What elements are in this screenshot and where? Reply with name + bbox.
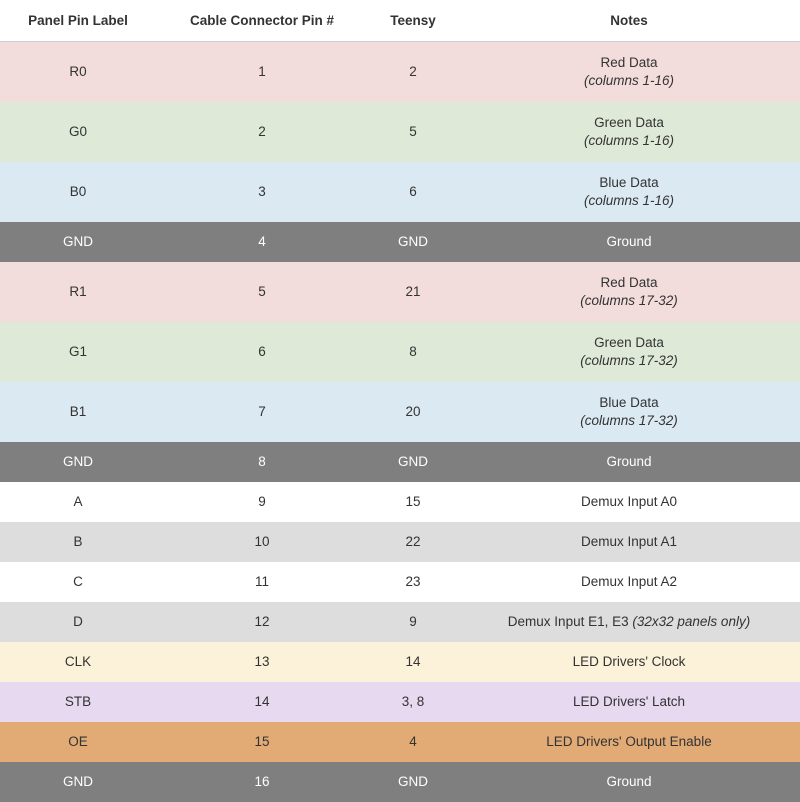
cell-cable-connector-pin: 3 — [156, 162, 368, 222]
note-secondary: (columns 1-16) — [464, 72, 794, 90]
table-row — [0, 482, 800, 522]
note-primary: LED Drivers' Output Enable — [464, 733, 794, 751]
cell-notes — [458, 442, 800, 482]
column-header-teensy: Teensy — [368, 0, 458, 42]
cell-panel-pin-label: G0 — [0, 102, 156, 162]
note-primary: LED Drivers' Latch — [464, 693, 794, 711]
table-row — [0, 322, 800, 382]
cell-teensy: 23 — [368, 562, 458, 602]
cell-notes — [458, 42, 800, 103]
cell-teensy: GND — [368, 762, 458, 802]
cell-teensy: 20 — [368, 382, 458, 442]
table-row — [0, 522, 800, 562]
note-secondary: (columns 17-32) — [464, 352, 794, 370]
cell-cable-connector-pin: 11 — [156, 562, 368, 602]
note-primary: Red Data — [464, 54, 794, 72]
table-row — [0, 102, 800, 162]
cell-cable-connector-pin: 5 — [156, 262, 368, 322]
cell-notes — [458, 262, 800, 322]
cell-notes — [458, 682, 800, 722]
table-row — [0, 562, 800, 602]
note-secondary: (32x32 panels only) — [632, 614, 750, 629]
cell-panel-pin-label: D — [0, 602, 156, 642]
cell-panel-pin-label: STB — [0, 682, 156, 722]
cell-teensy: GND — [368, 442, 458, 482]
cell-cable-connector-pin: 4 — [156, 222, 368, 262]
table-row — [0, 682, 800, 722]
note-primary: Ground — [464, 233, 794, 251]
table-row — [0, 42, 800, 103]
cell-teensy: 15 — [368, 482, 458, 522]
cell-cable-connector-pin: 15 — [156, 722, 368, 762]
column-header-notes: Notes — [458, 0, 800, 42]
cell-teensy: 21 — [368, 262, 458, 322]
note-primary: Red Data — [464, 274, 794, 292]
cell-teensy: 14 — [368, 642, 458, 682]
cell-teensy: 22 — [368, 522, 458, 562]
note-primary: LED Drivers' Clock — [464, 653, 794, 671]
cell-notes — [458, 562, 800, 602]
cell-notes — [458, 322, 800, 382]
cell-teensy: GND — [368, 222, 458, 262]
cell-panel-pin-label: OE — [0, 722, 156, 762]
note-secondary: (columns 17-32) — [464, 292, 794, 310]
note-primary: Green Data — [464, 334, 794, 352]
table-row — [0, 602, 800, 642]
cell-notes — [458, 642, 800, 682]
cell-panel-pin-label: CLK — [0, 642, 156, 682]
cell-cable-connector-pin: 7 — [156, 382, 368, 442]
cell-panel-pin-label: R1 — [0, 262, 156, 322]
note-secondary: (columns 1-16) — [464, 192, 794, 210]
cell-notes — [458, 382, 800, 442]
cell-teensy: 5 — [368, 102, 458, 162]
note-primary: Demux Input E1, E3 — [508, 614, 633, 629]
cell-notes — [458, 762, 800, 802]
cell-notes — [458, 102, 800, 162]
note-primary: Ground — [464, 773, 794, 791]
cell-panel-pin-label: B0 — [0, 162, 156, 222]
table-body — [0, 42, 800, 802]
cell-cable-connector-pin: 9 — [156, 482, 368, 522]
note-primary: Demux Input A2 — [464, 573, 794, 591]
cell-teensy: 6 — [368, 162, 458, 222]
cell-panel-pin-label: R0 — [0, 42, 156, 103]
cell-cable-connector-pin: 2 — [156, 102, 368, 162]
cell-panel-pin-label: G1 — [0, 322, 156, 382]
note-secondary: (columns 17-32) — [464, 412, 794, 430]
cell-panel-pin-label: A — [0, 482, 156, 522]
cell-teensy: 8 — [368, 322, 458, 382]
column-header-cable-connector-pin: Cable Connector Pin # — [156, 0, 368, 42]
note-primary: Ground — [464, 453, 794, 471]
cell-panel-pin-label: GND — [0, 762, 156, 802]
table-row — [0, 722, 800, 762]
note-primary: Green Data — [464, 114, 794, 132]
cell-cable-connector-pin: 16 — [156, 762, 368, 802]
table-row — [0, 262, 800, 322]
note-secondary: (columns 1-16) — [464, 132, 794, 150]
cell-cable-connector-pin: 13 — [156, 642, 368, 682]
cell-panel-pin-label: B1 — [0, 382, 156, 442]
cell-panel-pin-label: C — [0, 562, 156, 602]
cell-teensy: 4 — [368, 722, 458, 762]
cell-notes — [458, 162, 800, 222]
cell-teensy: 2 — [368, 42, 458, 103]
cell-cable-connector-pin: 8 — [156, 442, 368, 482]
table-row — [0, 442, 800, 482]
cell-notes — [458, 222, 800, 262]
cell-teensy: 9 — [368, 602, 458, 642]
note-primary: Blue Data — [464, 174, 794, 192]
cell-panel-pin-label: GND — [0, 222, 156, 262]
table-row — [0, 382, 800, 442]
cell-notes — [458, 722, 800, 762]
cell-notes — [458, 522, 800, 562]
cell-cable-connector-pin: 14 — [156, 682, 368, 722]
cell-notes — [458, 482, 800, 522]
table-header — [0, 0, 800, 42]
cell-cable-connector-pin: 1 — [156, 42, 368, 103]
cell-notes — [458, 602, 800, 642]
note-primary: Demux Input A1 — [464, 533, 794, 551]
table-row — [0, 222, 800, 262]
table-header-row — [0, 0, 800, 42]
cell-teensy: 3, 8 — [368, 682, 458, 722]
note-primary: Blue Data — [464, 394, 794, 412]
table-row — [0, 162, 800, 222]
cell-panel-pin-label: B — [0, 522, 156, 562]
cell-cable-connector-pin: 6 — [156, 322, 368, 382]
cell-cable-connector-pin: 12 — [156, 602, 368, 642]
table-row — [0, 642, 800, 682]
table-row — [0, 762, 800, 802]
note-primary: Demux Input A0 — [464, 493, 794, 511]
cell-panel-pin-label: GND — [0, 442, 156, 482]
column-header-panel-pin-label: Panel Pin Label — [0, 0, 156, 42]
cell-cable-connector-pin: 10 — [156, 522, 368, 562]
